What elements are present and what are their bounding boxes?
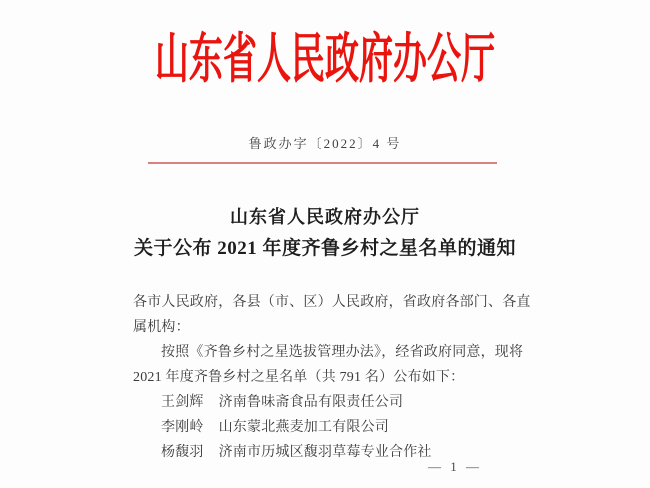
header-rule-divider (148, 162, 497, 164)
intro-line-2: 2021 年度齐鲁乡村之星名单（共 791 名）公布如下： (133, 370, 465, 385)
roster-name: 王剑辉 (161, 395, 204, 410)
salutation-line-1: 各市人民政府，各县（市、区）人民政府，省政府各部门、各直 (133, 295, 531, 310)
document-number: 鲁政办字〔2022〕4 号 (248, 136, 402, 151)
masthead-title: 山东省人民政府办公厅 (154, 29, 496, 89)
document-title-line2: 关于公布 2021 年度齐鲁乡村之星名单的通知 (133, 238, 516, 259)
salutation-line-2: 属机构： (133, 320, 190, 335)
intro-line-1: 按照《齐鲁乡村之星选拔管理办法》，经省政府同意，现将 (161, 345, 524, 360)
roster-row (133, 415, 528, 440)
roster-org: 济南市历城区馥羽草莓专业合作社 (218, 445, 432, 460)
roster-name: 杨馥羽 (161, 445, 204, 460)
document-title-line1: 山东省人民政府办公厅 (230, 207, 420, 227)
document-body (133, 290, 531, 465)
masthead-row (0, 30, 650, 102)
roster-row (133, 390, 528, 415)
roster-org: 济南鲁味斋食品有限责任公司 (218, 395, 404, 410)
roster-org: 山东蒙北燕麦加工有限公司 (218, 420, 390, 435)
page-number: — 1 — (428, 459, 482, 474)
roster-name: 李刚岭 (161, 420, 204, 435)
